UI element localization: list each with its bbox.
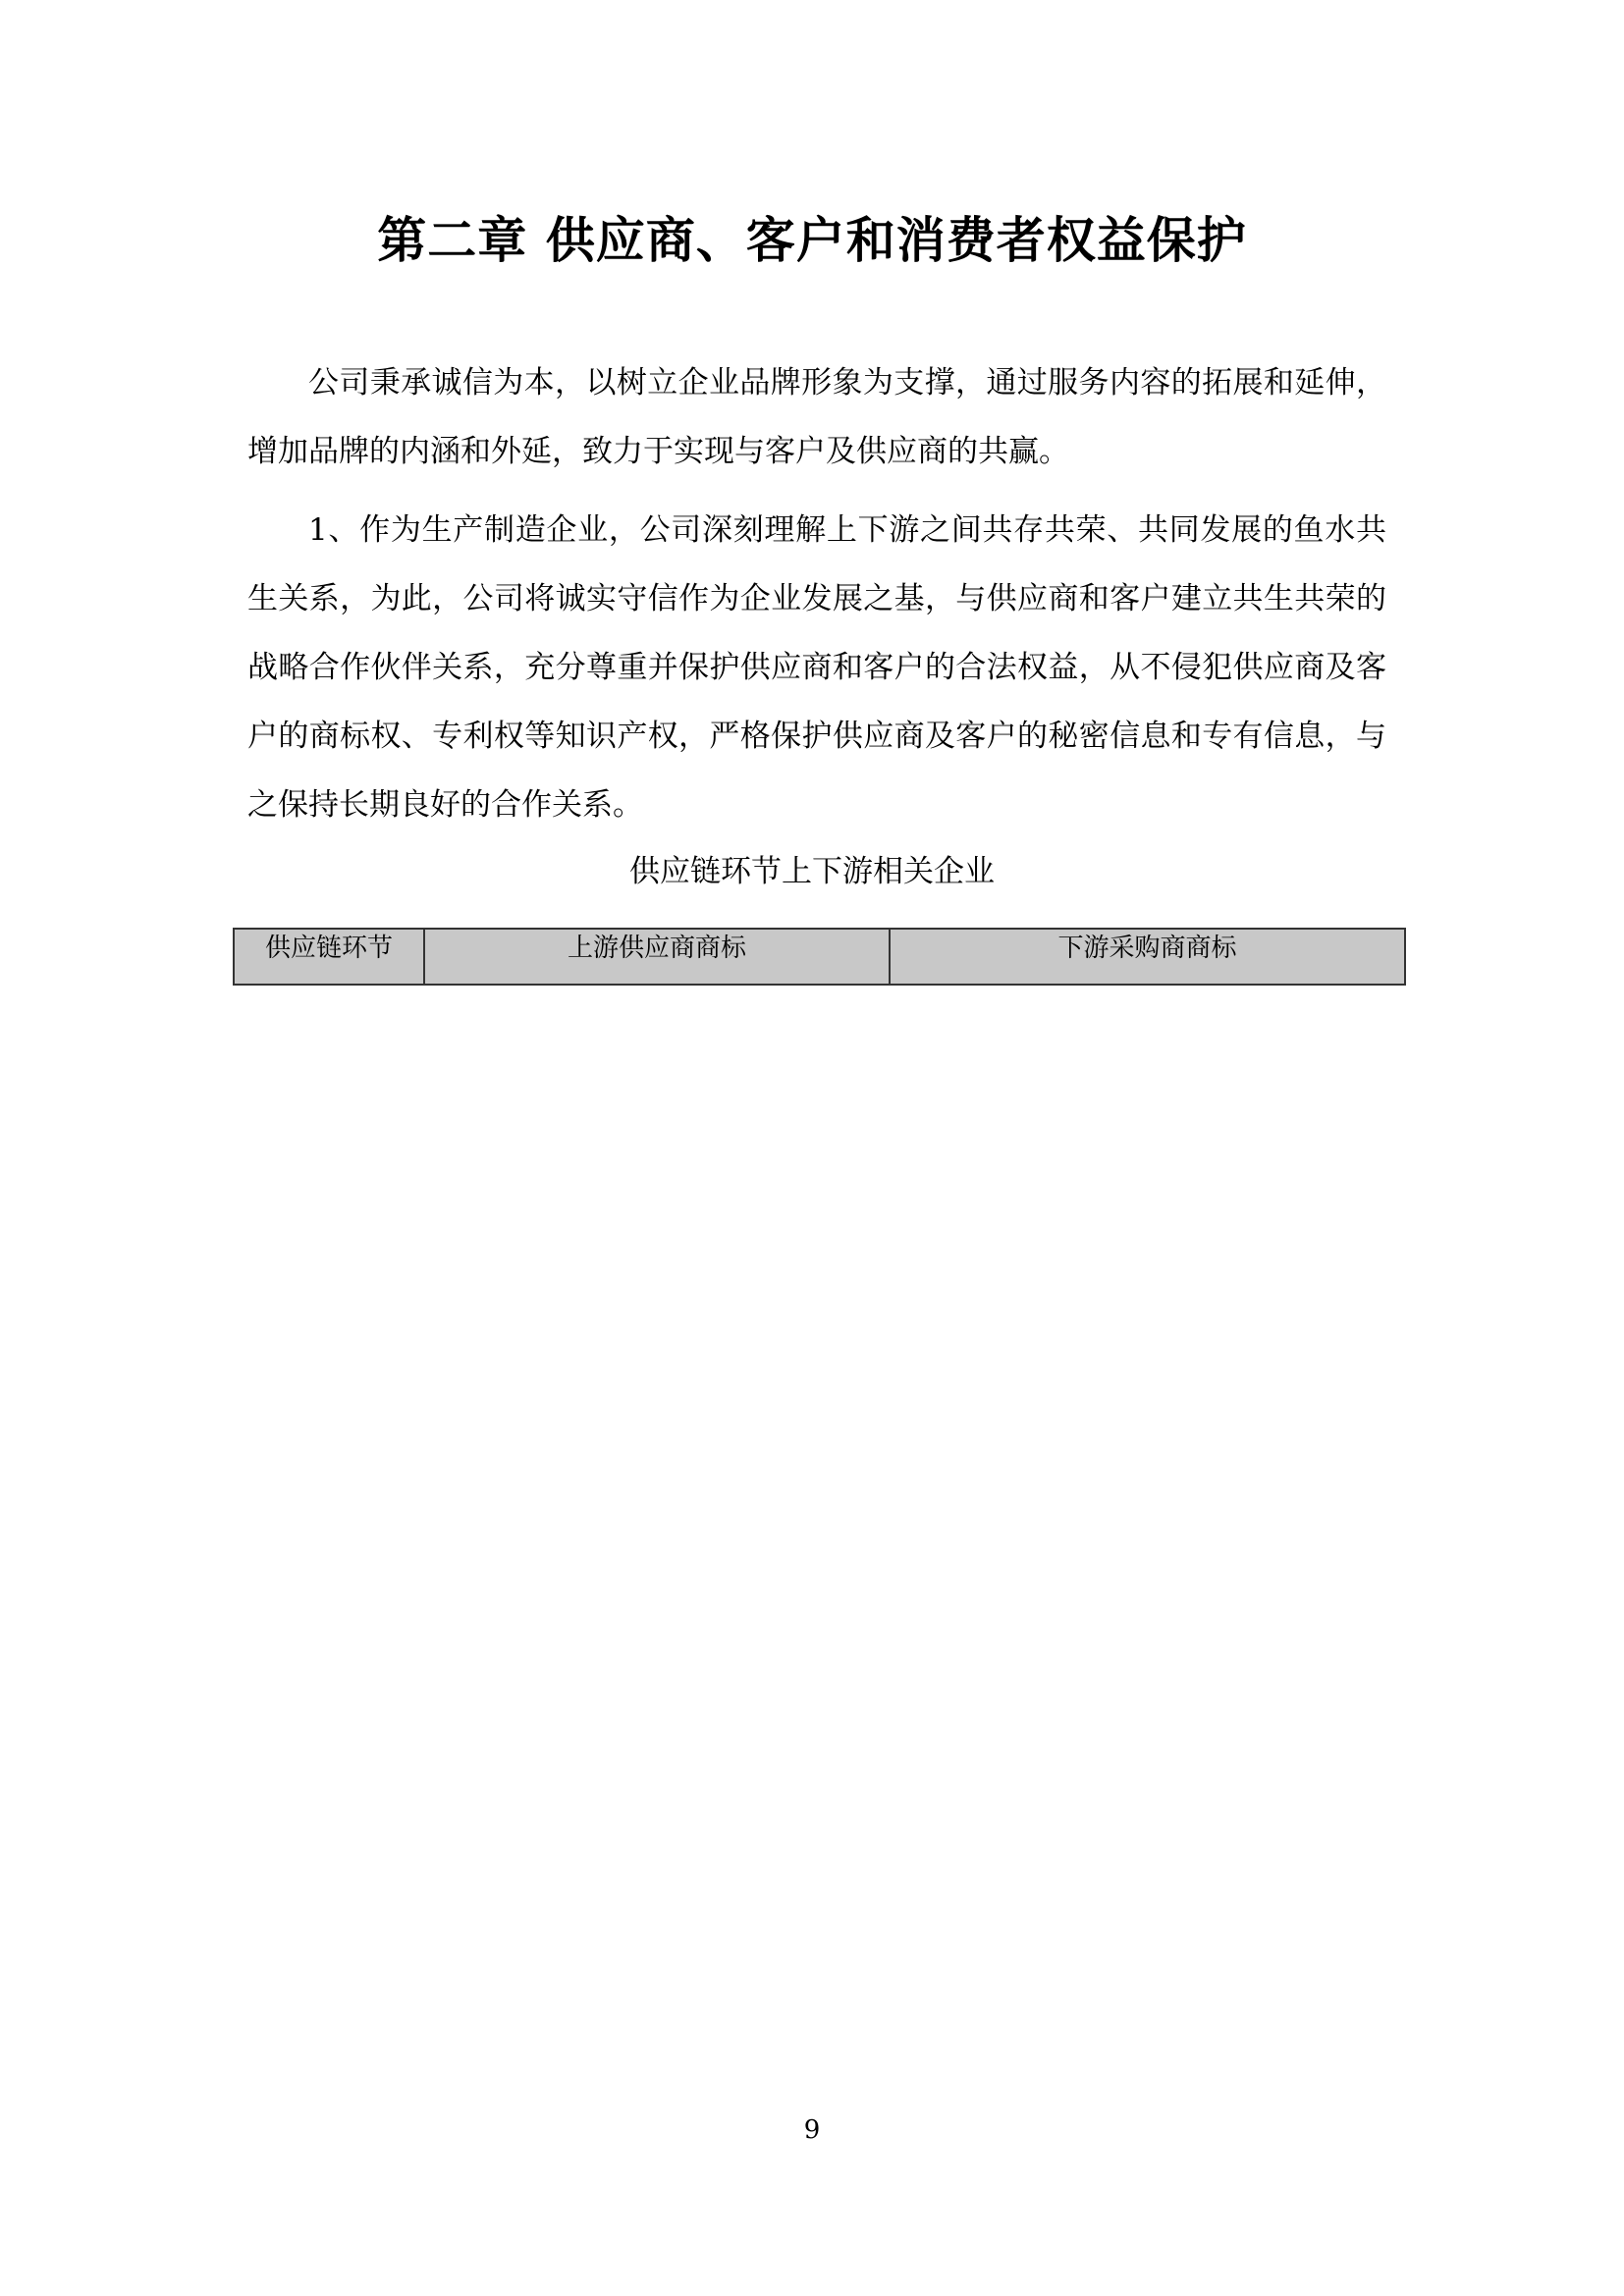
header-supply-chain-stage: 供应链环节 <box>234 929 424 985</box>
table-header-row <box>234 929 1405 985</box>
header-downstream-buyer-trademark: 下游采购商商标 <box>890 929 1405 985</box>
paragraph-supplier-relations: 1、作为生产制造企业，公司深刻理解上下游之间共存共荣、共同发展的鱼水共生关系，为此，公司将诚实守信作为企业发展之基，与供应商和客户建立共生共荣的战略合作伙伴关系，充分尊重并保护供应商和客户的合法权益，从不侵犯供应商及客户的商标权、专利权等知识产权，严格保护供应商及客户的秘密信息和专有信息，与之保持长期良好的合作关系。 <box>247 512 1386 823</box>
paragraph-intro: 公司秉承诚信为本，以树立企业品牌形象为支撑，通过服务内容的拓展和延伸，增加品牌的内涵和外延，致力于实现与客户及供应商的共赢。 <box>247 365 1386 469</box>
supply-chain-table <box>233 928 1406 986</box>
page-number: 9 <box>803 2115 821 2145</box>
header-upstream-supplier-trademark: 上游供应商商标 <box>424 929 890 985</box>
chapter-title: 第二章 供应商、客户和消费者权益保护 <box>377 212 1247 269</box>
table-caption: 供应链环节上下游相关企业 <box>629 854 995 889</box>
